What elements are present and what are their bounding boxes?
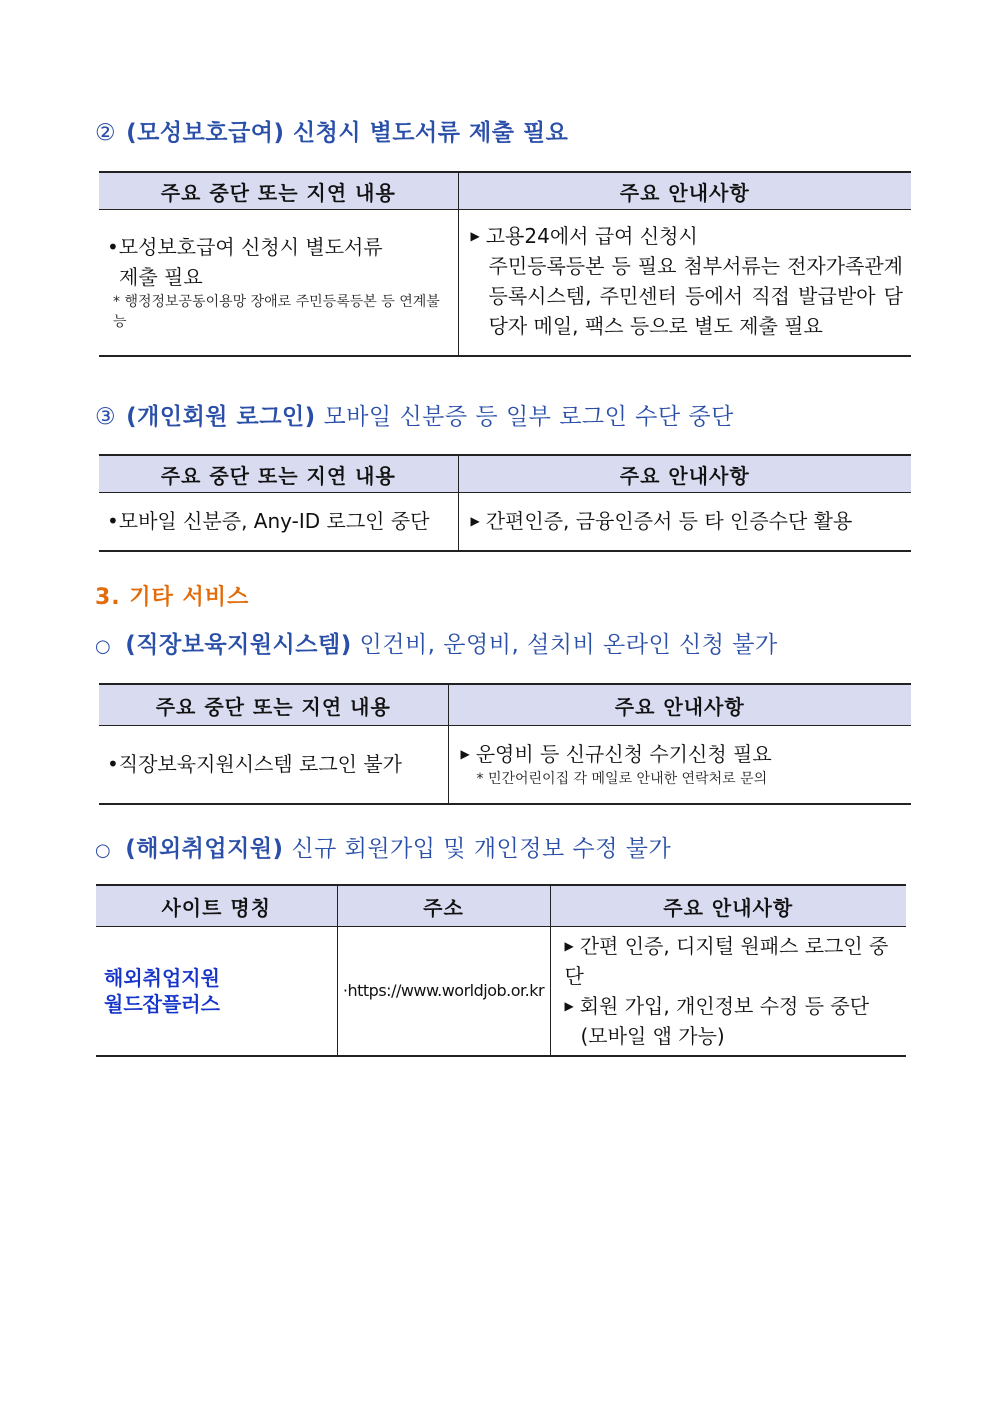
triangle-bullet-icon: ▶ <box>460 747 470 762</box>
right-note: * 민간어린이집 각 메일로 안내한 연락처로 문의 <box>476 771 768 788</box>
circle-marker-icon: ○ <box>95 636 112 657</box>
triangle-bullet-icon: ▶ <box>564 999 574 1013</box>
right-line-1-text: 고용24에서 급여 신청시 <box>485 224 698 249</box>
other-services-title: 3. 기타 서비스 <box>95 585 250 610</box>
section-heading-login <box>95 398 734 431</box>
section-heading-maternity <box>95 114 568 147</box>
info-line-2-text: 회원 가입, 개인정보 수정 등 중단 <box>579 994 870 1018</box>
table-cell-right <box>448 726 911 804</box>
maternity-table <box>99 171 911 357</box>
section-heading-rest: 인건비, 운영비, 설치비 온라인 신청 불가 <box>359 632 778 658</box>
section-number: ② <box>95 120 117 146</box>
left-bullet-line-2: 제출 필요 <box>119 265 203 290</box>
section-heading-rest: 신규 회원가입 및 개인정보 수정 불가 <box>291 836 672 862</box>
triangle-bullet-icon: ▶ <box>470 229 480 244</box>
section-heading-bold: (직장보육지원시스템) <box>125 632 352 658</box>
right-line-1 <box>471 221 904 251</box>
site-name-line-2: 월드잡플러스 <box>104 992 220 1016</box>
section-number: ③ <box>95 404 117 430</box>
table-header-info: 주요 안내사항 <box>550 885 906 927</box>
section-heading-bold: (개인회원 로그인) <box>126 404 316 430</box>
table-cell-left: •직장보육지원시스템 로그인 불가 <box>99 726 448 804</box>
section-heading-bold: (모성보호급여) 신청시 별도서류 제출 필요 <box>126 120 569 146</box>
info-line-1-text: 간편 인증, 디지털 원패스 로그인 중단 <box>564 934 889 988</box>
table-cell-left: •모바일 신분증, Any-ID 로그인 중단 <box>99 493 458 551</box>
table-header-right: 주요 안내사항 <box>458 172 911 210</box>
address-cell: ·https://www.worldjob.or.kr <box>337 927 550 1057</box>
section-heading-childcare <box>95 626 778 659</box>
table-header-left: 주요 중단 또는 지연 내용 <box>99 684 448 726</box>
section-heading-rest: 모바일 신분증 등 일부 로그인 수단 중단 <box>323 404 734 430</box>
right-line <box>461 739 904 769</box>
section-heading-overseas <box>95 830 671 863</box>
info-line-1 <box>565 931 899 991</box>
overseas-table <box>96 884 906 1057</box>
right-text: 운영비 등 신규신청 수기신청 필요 <box>475 742 772 767</box>
table-header-left: 주요 중단 또는 지연 내용 <box>99 172 458 210</box>
circle-marker-icon: ○ <box>95 840 112 861</box>
triangle-bullet-icon: ▶ <box>564 939 574 953</box>
childcare-table <box>99 683 911 805</box>
info-line-2 <box>565 991 899 1021</box>
table-cell-right <box>458 493 911 551</box>
right-line-2: 주민등록등본 등 필요 첨부서류는 전자가족관계등록시스템, 주민센터 등에서 직접 발급받아 담당자 메일, 팩스 등으로 별도 제출 필요 <box>488 254 903 339</box>
left-note: * 행정정보공동이용망 장애로 주민등록등본 등 연계불능 <box>113 294 440 331</box>
left-bullet-line-1: •모성보호급여 신청시 별도서류 <box>107 235 383 260</box>
table-cell-left <box>99 210 458 356</box>
table-header-left: 주요 중단 또는 지연 내용 <box>99 455 458 493</box>
right-text: 간편인증, 금융인증서 등 타 인증수단 활용 <box>485 509 853 534</box>
info-line-3: (모바일 앱 가능) <box>580 1024 725 1048</box>
section-heading-bold: (해외취업지원) <box>125 836 284 862</box>
table-header-address: 주소 <box>337 885 550 927</box>
site-name-cell <box>96 927 337 1057</box>
table-header-right: 주요 안내사항 <box>458 455 911 493</box>
table-header-site: 사이트 명칭 <box>96 885 337 927</box>
site-name-line-1: 해외취업지원 <box>104 966 220 990</box>
table-header-right: 주요 안내사항 <box>448 684 911 726</box>
table-cell-right <box>458 210 911 356</box>
login-table <box>99 454 911 552</box>
triangle-bullet-icon: ▶ <box>470 514 480 529</box>
info-cell <box>550 927 906 1057</box>
